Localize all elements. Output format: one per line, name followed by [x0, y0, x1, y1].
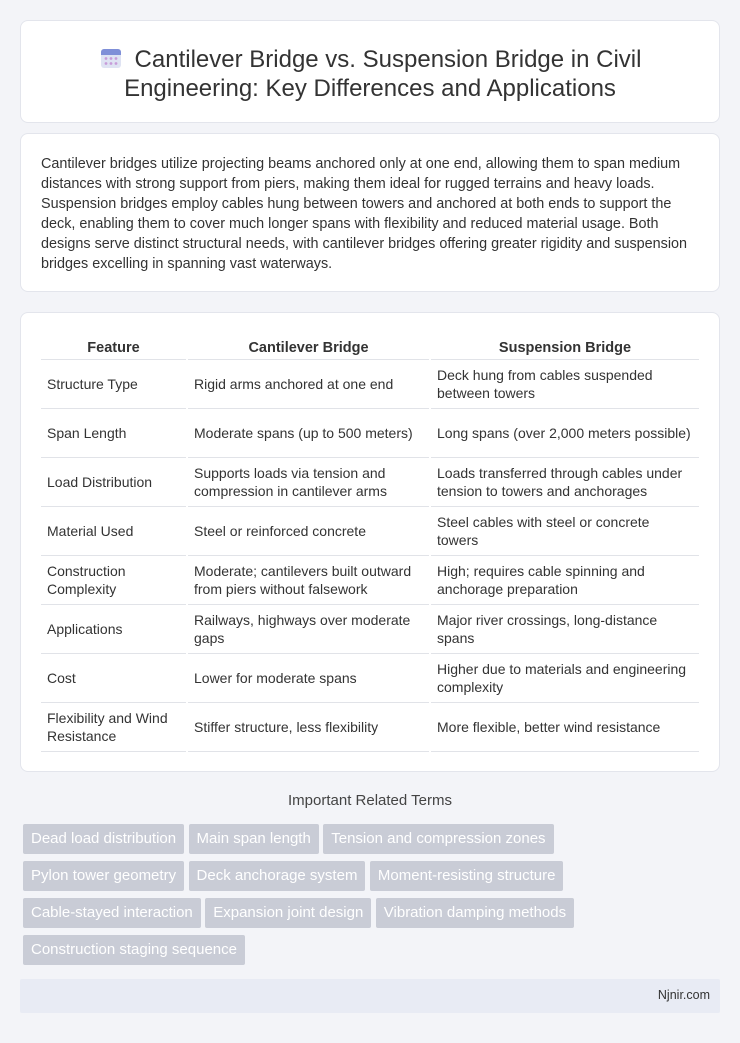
column-header-feature: Feature [41, 333, 187, 359]
suspension-cell: Major river crossings, long-distance spans [430, 604, 699, 653]
related-terms-heading: Important Related Terms [288, 792, 452, 809]
suspension-cell: Long spans (over 2,000 meters possible) [430, 408, 699, 457]
table-row [41, 457, 699, 506]
table-row [41, 653, 699, 702]
suspension-cell: Higher due to materials and engineering complexity [430, 653, 699, 702]
table-row [41, 555, 699, 604]
cantilever-cell: Supports loads via tension and compression in cantilever arms [187, 457, 430, 506]
related-term-tag[interactable]: Main span length [189, 824, 319, 854]
related-term-tag[interactable]: Construction staging sequence [23, 935, 245, 965]
feature-cell: Span Length [41, 408, 187, 457]
title-card [20, 20, 720, 123]
related-terms-list [23, 824, 623, 972]
related-term-tag[interactable]: Tension and compression zones [323, 824, 553, 854]
related-term-tag[interactable]: Vibration damping methods [376, 898, 574, 928]
column-header-suspension: Suspension Bridge [430, 333, 699, 359]
comparison-table [41, 333, 699, 752]
feature-cell: Load Distribution [41, 457, 187, 506]
cantilever-cell: Moderate; cantilevers built outward from piers without falsework [187, 555, 430, 604]
table-row [41, 604, 699, 653]
suspension-cell: Loads transferred through cables under tension to towers and anchorages [430, 457, 699, 506]
feature-cell: Structure Type [41, 359, 187, 408]
table-row [41, 702, 699, 751]
feature-cell: Cost [41, 653, 187, 702]
page-title [41, 45, 699, 103]
suspension-cell: Deck hung from cables suspended between towers [430, 359, 699, 408]
footer-bar [20, 979, 720, 1013]
related-term-tag[interactable]: Deck anchorage system [189, 861, 366, 891]
suspension-cell: More flexible, better wind resistance [430, 702, 699, 751]
comparison-table-card [20, 312, 720, 772]
feature-cell: Material Used [41, 506, 187, 555]
column-header-cantilever: Cantilever Bridge [187, 333, 430, 359]
intro-card [20, 133, 720, 292]
calendar-grid-icon [99, 46, 123, 70]
suspension-cell: High; requires cable spinning and anchorage preparation [430, 555, 699, 604]
cantilever-cell: Rigid arms anchored at one end [187, 359, 430, 408]
table-row [41, 408, 699, 457]
cantilever-cell: Lower for moderate spans [187, 653, 430, 702]
table-header-row [41, 333, 699, 359]
feature-cell: Applications [41, 604, 187, 653]
cantilever-cell: Railways, highways over moderate gaps [187, 604, 430, 653]
related-term-tag[interactable]: Expansion joint design [205, 898, 371, 928]
feature-cell: Flexibility and Wind Resistance [41, 702, 187, 751]
intro-paragraph: Cantilever bridges utilize projecting beams anchored only at one end, allowing them to span medium distances with strong support from piers, making them ideal for rugged terrains and heavy loads. Suspension bridges employ cables hung between towers and anchored at both ends to support the deck, enabling them to cover much longer spans with flexibility and reduced material usage. Both designs serve distinct structural needs, with cantilever bridges offering greater rigidity and suspension bridges excelling in spanning vast waterways. [41, 156, 688, 272]
related-term-tag[interactable]: Dead load distribution [23, 824, 184, 854]
suspension-cell: Steel cables with steel or concrete towers [430, 506, 699, 555]
related-term-tag[interactable]: Pylon tower geometry [23, 861, 184, 891]
related-term-tag[interactable]: Cable-stayed interaction [23, 898, 201, 928]
table-row [41, 359, 699, 408]
cantilever-cell: Steel or reinforced concrete [187, 506, 430, 555]
footer-site-link[interactable]: Njnir.com [657, 988, 710, 1002]
table-row [41, 506, 699, 555]
feature-cell: Construction Complexity [41, 555, 187, 604]
cantilever-cell: Stiffer structure, less flexibility [187, 702, 430, 751]
cantilever-cell: Moderate spans (up to 500 meters) [187, 408, 430, 457]
page-title-text: Cantilever Bridge vs. Suspension Bridge in Civil Engineering: Key Differences and Applications [124, 46, 642, 102]
related-term-tag[interactable]: Moment-resisting structure [370, 861, 564, 891]
